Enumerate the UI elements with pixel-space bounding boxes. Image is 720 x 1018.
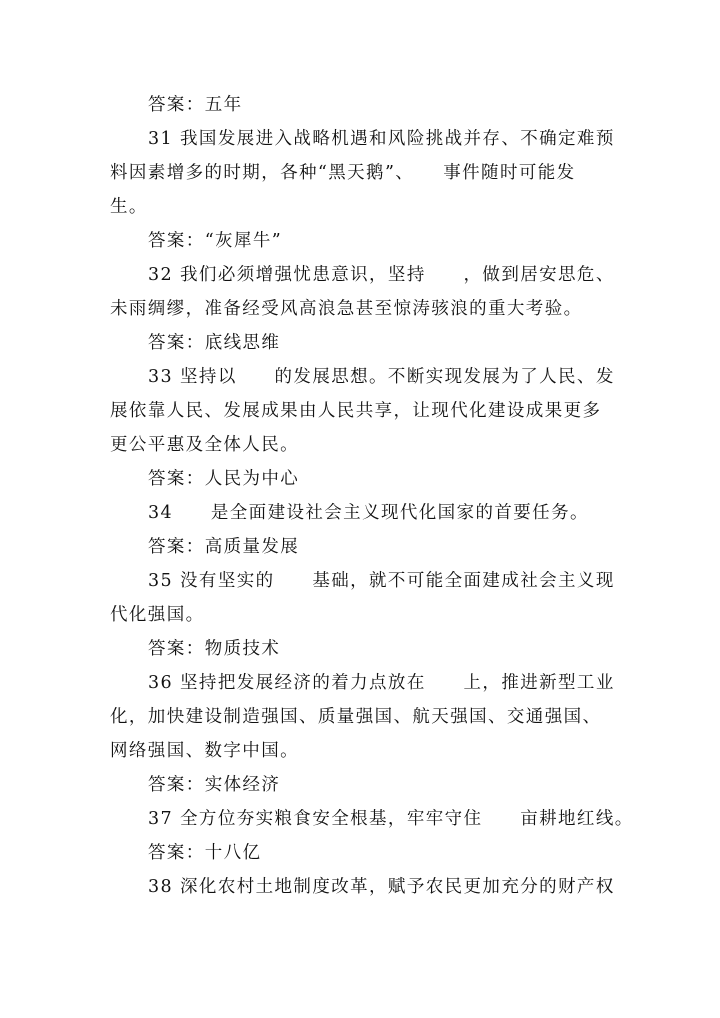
question-33-line-2: 展依靠人民、发展成果由人民共享，让现代化建设成果更多 [110,401,602,421]
question-31-line-1: 31 我国发展进入战略机遇和风险挑战并存、不确定难预 [148,129,615,149]
answer-line: 答案：五年 [148,95,243,115]
question-34-line-1: 34 是全面建设社会主义现代化国家的首要任务。 [148,503,589,523]
answer-32: 答案：底线思维 [148,333,281,353]
question-33-line-1: 33 坚持以 的发展思想。不断实现发展为了人民、发 [148,367,615,387]
answer-31: 答案：“灰犀牛” [148,231,283,251]
answer-36: 答案：实体经济 [148,775,281,795]
question-37-line-1: 37 全方位夯实粮食安全根基，牢牢守住 亩耕地红线。 [148,809,634,829]
answer-33: 答案：人民为中心 [148,469,300,489]
answer-34: 答案：高质量发展 [148,537,300,557]
document-body [110,88,634,904]
question-38-line-1: 38 深化农村土地制度改革，赋予农民更加充分的财产权 [148,877,615,897]
question-31-line-2: 料因素增多的时期，各种“黑天鹅”、 事件随时可能发 [110,163,576,183]
question-36-line-2: 化，加快建设制造强国、质量强国、航天强国、交通强国、 [110,707,602,727]
question-33-line-3: 更公平惠及全体人民。 [110,435,299,455]
question-36-line-1: 36 坚持把发展经济的着力点放在 上，推进新型工业 [148,673,615,693]
answer-37: 答案：十八亿 [148,843,262,863]
question-35-line-1: 35 没有坚实的 基础，就不可能全面建成社会主义现 [148,571,615,591]
question-31-line-3: 生。 [110,197,148,217]
answer-35: 答案：物质技术 [148,639,281,659]
question-32-line-2: 未雨绸缪，准备经受风高浪急甚至惊涛骇浪的重大考验。 [110,299,583,319]
question-35-line-2: 代化强国。 [110,605,205,625]
question-32-line-1: 32 我们必须增强忧患意识，坚持 ，做到居安思危、 [148,265,615,285]
question-36-line-3: 网络强国、数字中国。 [110,741,299,761]
